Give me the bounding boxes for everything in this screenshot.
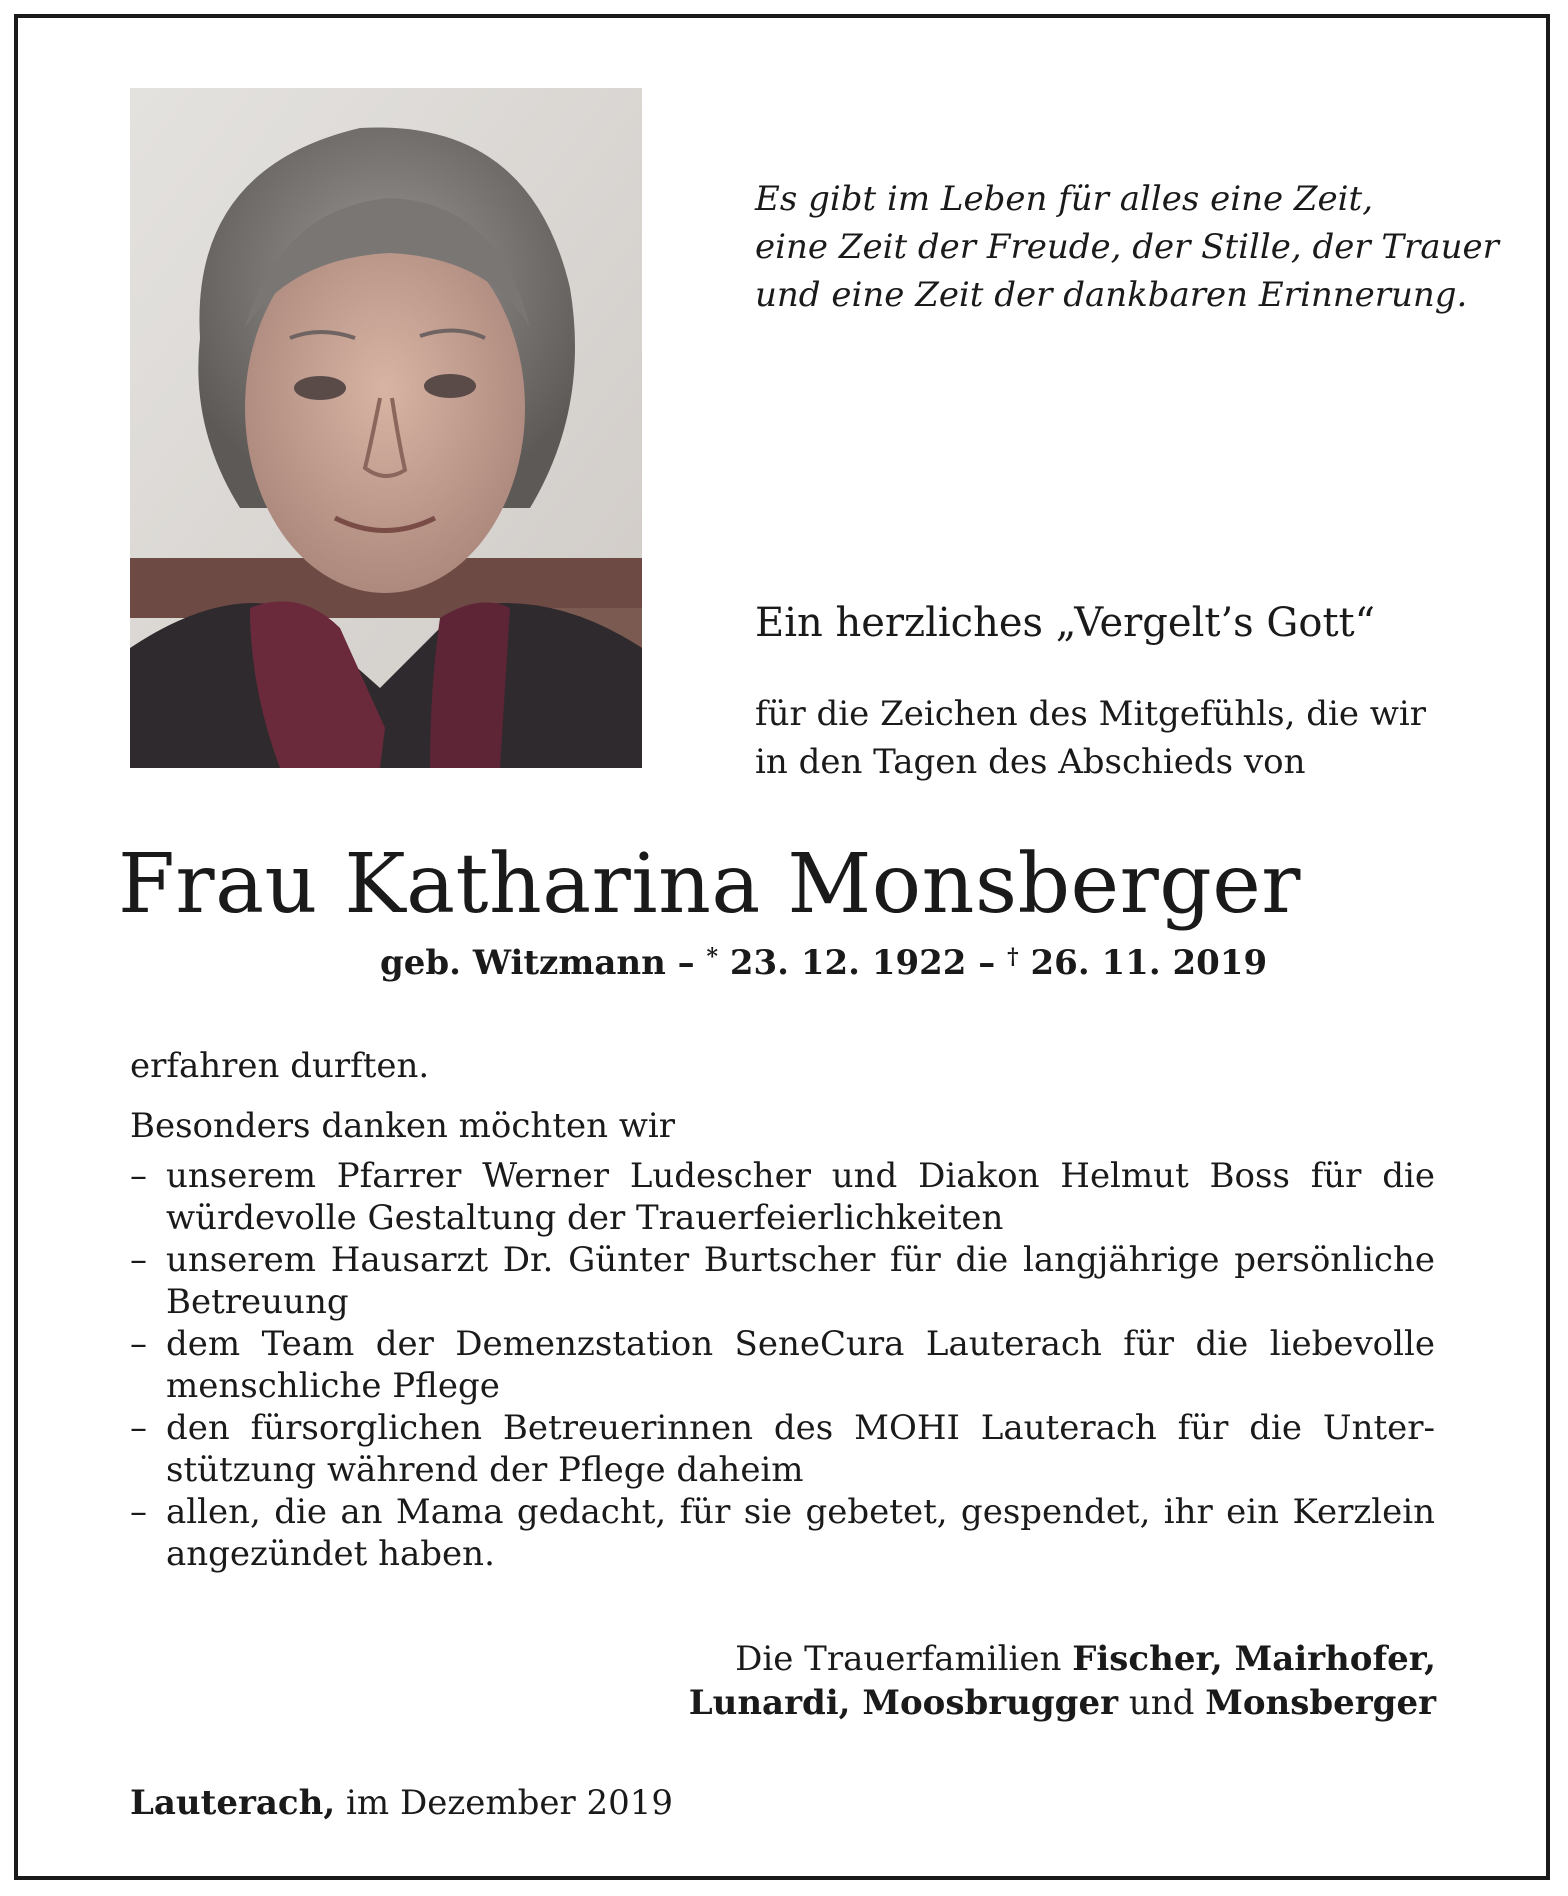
quote-line: Es gibt im Leben für alles eine Zeit, xyxy=(755,179,1374,219)
family-names-1: Fischer, Mairhofer, xyxy=(1072,1639,1436,1679)
life-dates xyxy=(380,943,1267,983)
place-date xyxy=(130,1783,673,1823)
death-date: 26. 11. 2019 xyxy=(1030,943,1268,983)
list-item xyxy=(130,1407,1435,1491)
after-name-text: erfahren durften. xyxy=(130,1046,430,1086)
family-names-2: Lunardi, Moosbrugger xyxy=(688,1683,1118,1723)
birth-symbol: * xyxy=(706,944,719,970)
list-item-line: Betreuung xyxy=(166,1282,349,1322)
family-connector: und xyxy=(1128,1683,1195,1723)
family-names-3: Monsberger xyxy=(1205,1683,1436,1723)
list-item-line: – unserem Hausarzt Dr. Günter Burtscher für die langjährige persönliche xyxy=(166,1240,1435,1280)
date: im Dezember 2019 xyxy=(346,1783,674,1823)
list-item-line: würdevolle Gestaltung der Trauerfeierlichkeiten xyxy=(166,1198,1004,1238)
thanks-intro-line: in den Tagen des Abschieds von xyxy=(755,742,1306,782)
list-item-line: – den fürsorglichen Betreuerinnen des MOHI Lauterach für die Unter- xyxy=(166,1408,1435,1448)
list-item-line: – dem Team der Demenzstation SeneCura Lauterach für die liebevolle xyxy=(166,1324,1435,1364)
family-line-2 xyxy=(689,1681,1436,1725)
list-item-line: – unserem Pfarrer Werner Ludescher und Diakon Helmut Boss für die xyxy=(166,1156,1435,1196)
list-item xyxy=(130,1239,1435,1323)
list-item-line: menschliche Pflege xyxy=(166,1366,500,1406)
list-item xyxy=(130,1491,1435,1575)
list-item-line: – allen, die an Mama gedacht, für sie gebetet, gespendet, ihr ein Kerzlein xyxy=(166,1492,1435,1532)
place: Lauterach, xyxy=(130,1783,336,1823)
family-line-1 xyxy=(689,1637,1436,1681)
maiden-name: geb. Witzmann – xyxy=(380,943,695,983)
list-item xyxy=(130,1323,1435,1407)
quote-line: eine Zeit der Freude, der Stille, der Trauer xyxy=(755,227,1499,267)
list-item-line: stützung während der Pflege daheim xyxy=(166,1450,804,1490)
portrait-illustration xyxy=(130,88,642,768)
thanks-heading: Ein herzliches „Vergelt’s Gott“ xyxy=(755,600,1376,646)
family-prefix: Die Trauerfamilien xyxy=(735,1639,1062,1679)
special-thanks-text: Besonders danken möchten wir xyxy=(130,1106,676,1146)
death-symbol: † xyxy=(1007,944,1019,970)
thanks-intro-line: für die Zeichen des Mitgefühls, die wir xyxy=(755,694,1426,734)
thanks-list xyxy=(130,1155,1435,1575)
list-item xyxy=(130,1155,1435,1239)
quote-line: und eine Zeit der dankbaren Erinnerung. xyxy=(755,275,1468,315)
family-signature xyxy=(689,1637,1436,1725)
portrait-photo xyxy=(130,88,642,768)
thanks-intro xyxy=(755,690,1426,786)
birth-date: 23. 12. 1922 – xyxy=(729,943,996,983)
memorial-quote xyxy=(755,175,1499,319)
deceased-name: Frau Katharina Monsberger xyxy=(118,837,1302,932)
list-item-line: angezündet haben. xyxy=(166,1534,495,1574)
